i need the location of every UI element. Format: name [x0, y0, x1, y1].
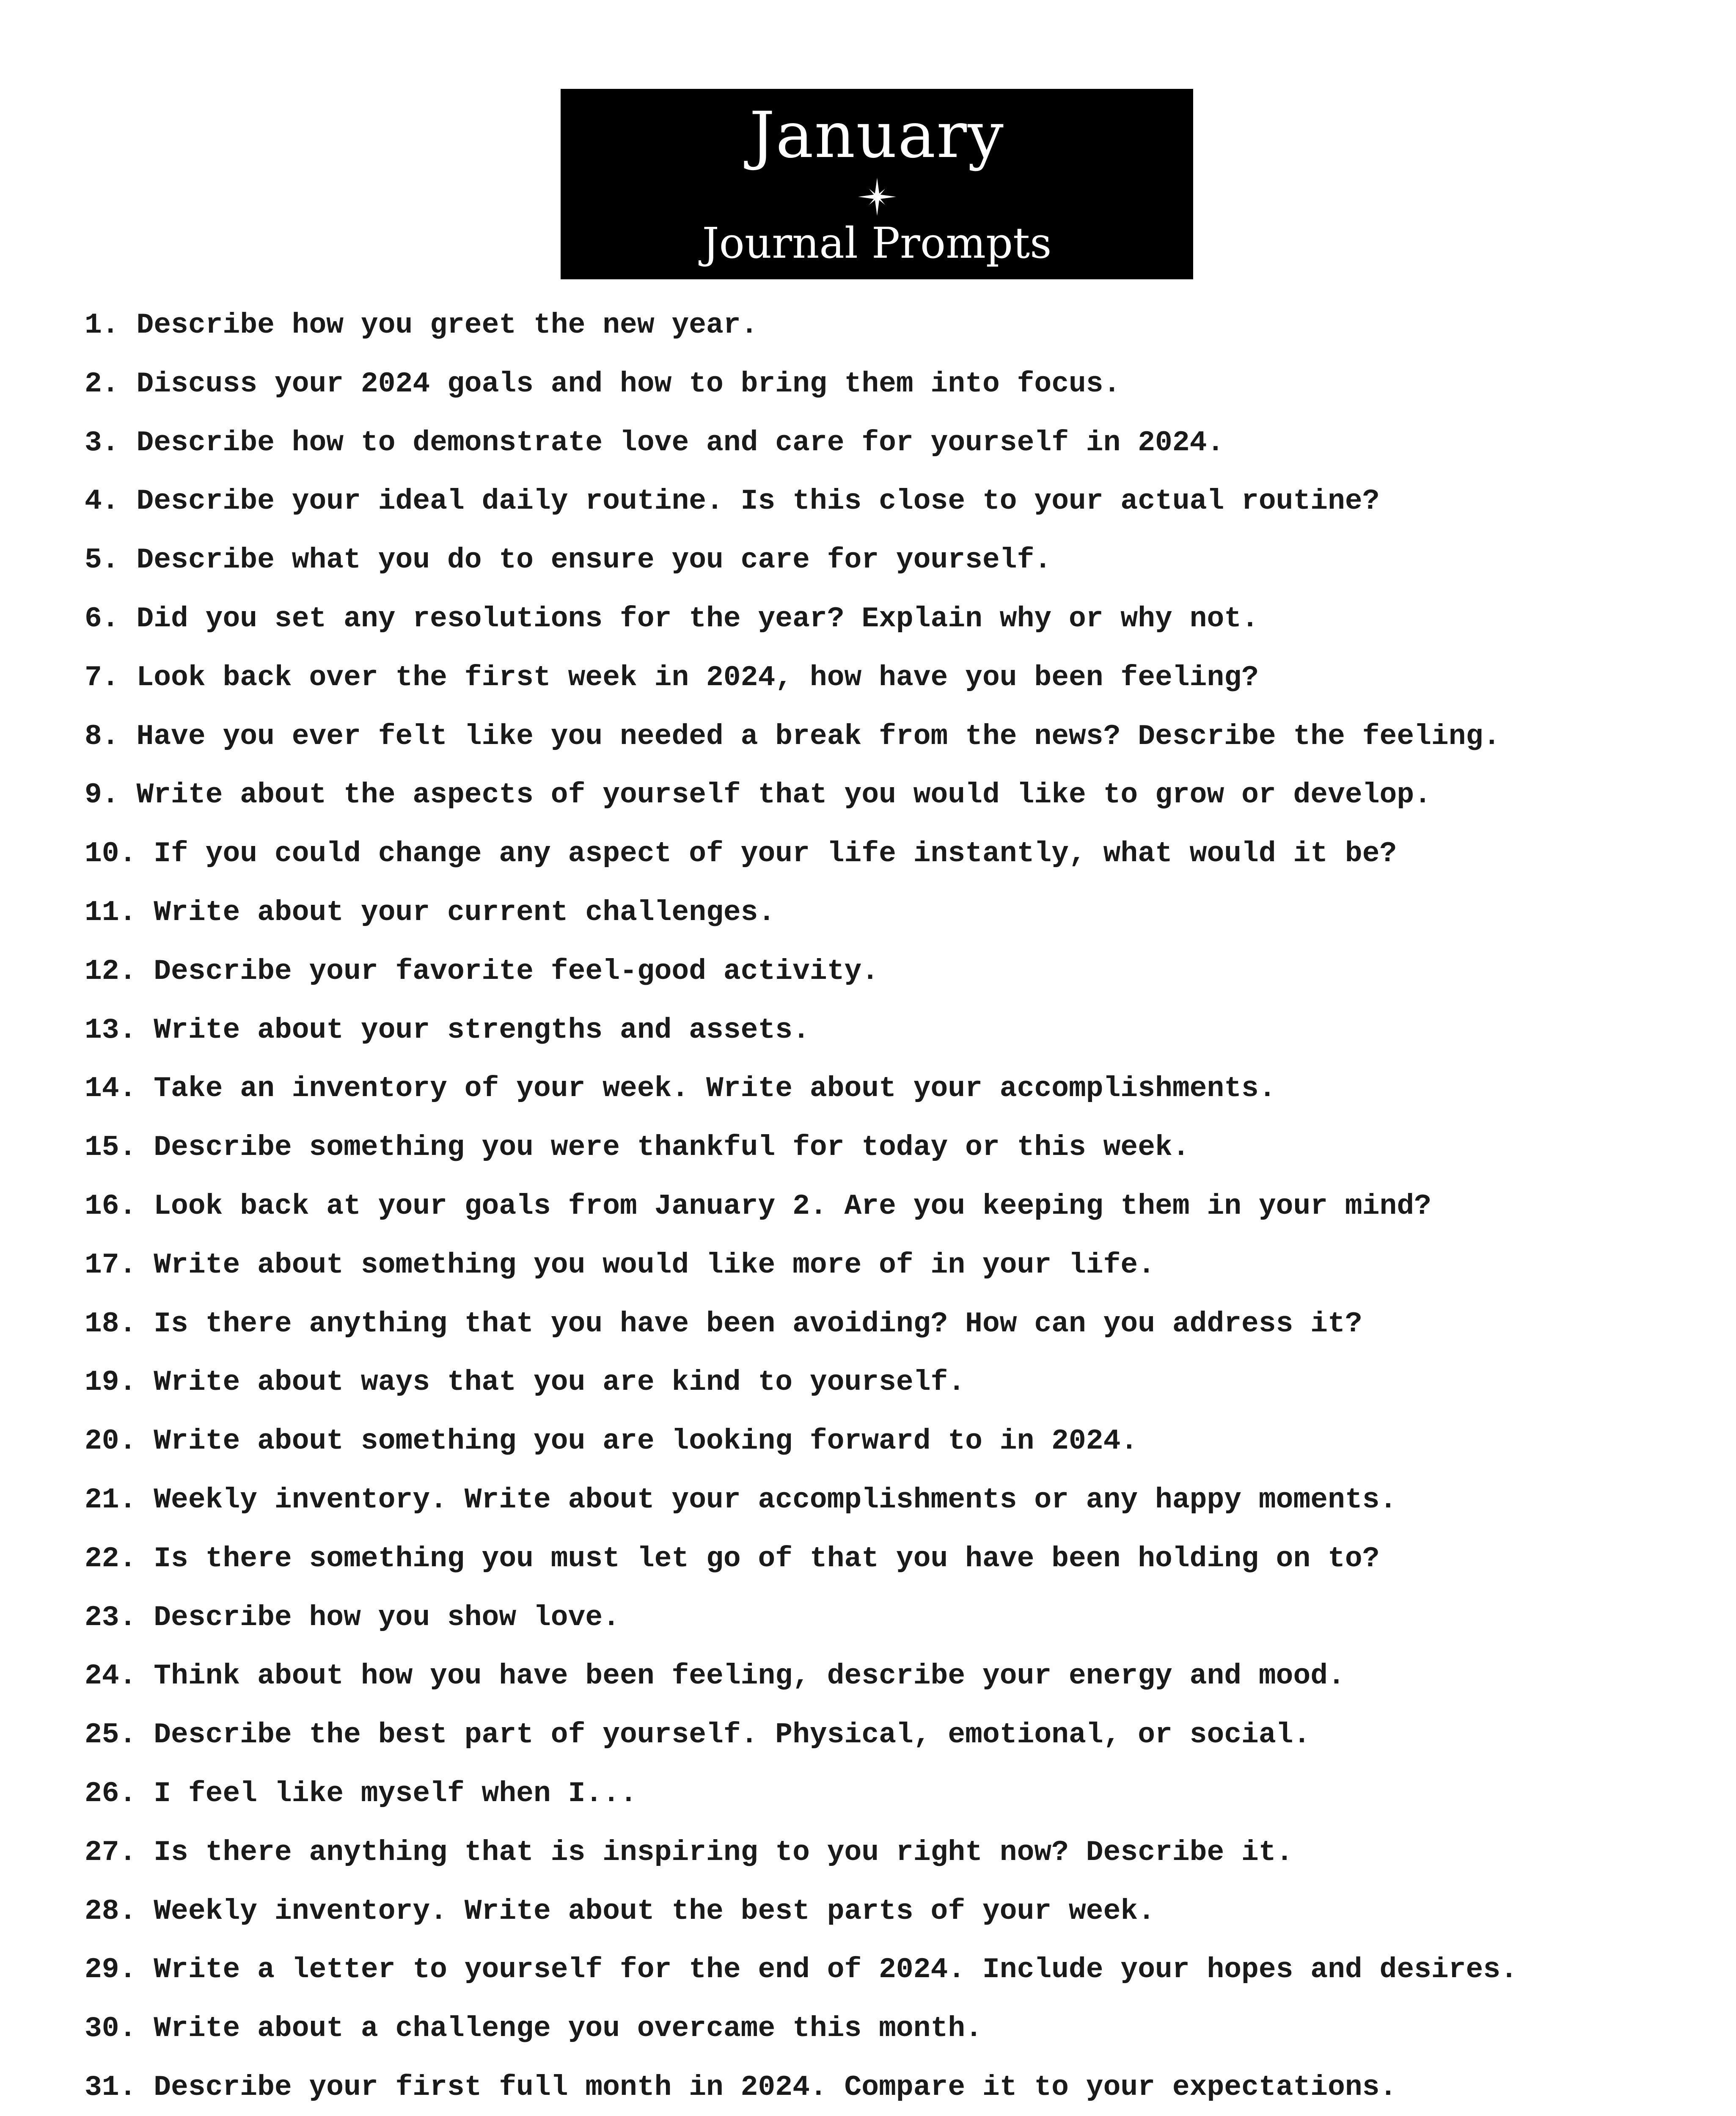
prompt-list [85, 296, 1608, 2116]
prompt-item [85, 825, 1608, 884]
title-banner [561, 89, 1193, 279]
prompt-text: Describe your favorite feel-good activity. [154, 955, 879, 988]
prompt-text: Write about something you are looking forward to in 2024. [154, 1425, 1138, 1458]
prompt-number: 29. [85, 1953, 137, 1987]
prompt-text: Describe how you greet the new year. [136, 309, 758, 342]
prompt-number: 19. [85, 1366, 137, 1399]
prompt-text: Take an inventory of your week. Write about your accomplishments. [154, 1072, 1276, 1105]
prompt-text: Is there anything that you have been avoiding? How can you address it? [154, 1307, 1362, 1340]
prompt-text: Look back over the first week in 2024, how have you been feeling? [136, 661, 1259, 694]
prompt-item [85, 1353, 1608, 1412]
prompt-text: Think about how you have been feeling, describe your energy and mood. [154, 1660, 1345, 1693]
prompt-number: 5. [85, 544, 119, 577]
prompt-text: Did you set any resolutions for the year? Explain why or why not. [136, 602, 1259, 635]
prompt-number: 12. [85, 955, 137, 988]
prompt-item [85, 1295, 1608, 1354]
prompt-item [85, 1177, 1608, 1236]
prompt-number: 11. [85, 896, 137, 929]
prompt-number: 28. [85, 1895, 137, 1928]
prompt-text: Describe how to demonstrate love and care for yourself in 2024. [136, 426, 1224, 459]
prompt-number: 25. [85, 1719, 137, 1752]
prompt-item [85, 2000, 1608, 2058]
prompt-number: 16. [85, 1190, 137, 1223]
prompt-number: 31. [85, 2071, 137, 2104]
prompt-item [85, 590, 1608, 649]
prompt-text: Describe your first full month in 2024. Compare it to your expectations. [154, 2071, 1397, 2104]
prompt-item [85, 1647, 1608, 1706]
prompt-number: 20. [85, 1425, 137, 1458]
prompt-text: Write about your current challenges. [154, 896, 776, 929]
prompt-number: 15. [85, 1131, 137, 1164]
prompt-item [85, 414, 1608, 473]
prompt-number: 14. [85, 1072, 137, 1105]
prompt-number: 6. [85, 602, 119, 635]
prompt-number: 9. [85, 779, 119, 812]
page-subtitle: Journal Prompts [702, 218, 1052, 268]
prompt-number: 10. [85, 838, 137, 871]
sparkle-icon [858, 178, 896, 216]
prompt-item [85, 1001, 1608, 1060]
prompt-item [85, 1941, 1608, 2000]
prompt-number: 3. [85, 426, 119, 459]
prompt-text: Is there anything that is inspiring to you right now? Describe it. [154, 1836, 1293, 1869]
prompt-text: Look back at your goals from January 2. Are you keeping them in your mind? [154, 1190, 1431, 1223]
prompt-text: Write about something you would like more of in your life. [154, 1248, 1155, 1281]
prompt-item [85, 649, 1608, 708]
prompt-item [85, 1412, 1608, 1471]
prompt-item [85, 1882, 1608, 1941]
prompt-number: 2. [85, 367, 119, 400]
prompt-number: 13. [85, 1014, 137, 1047]
prompt-number: 30. [85, 2012, 137, 2045]
prompt-text: Weekly inventory. Write about your accomplishments or any happy moments. [154, 1483, 1397, 1516]
prompt-item [85, 472, 1608, 531]
prompt-text: Write about ways that you are kind to yourself. [154, 1366, 966, 1399]
prompt-number: 7. [85, 661, 119, 694]
prompt-text: Write a letter to yourself for the end of 2024. Include your hopes and desires. [154, 1953, 1518, 1987]
prompt-number: 8. [85, 720, 119, 753]
prompt-number: 27. [85, 1836, 137, 1869]
prompt-number: 17. [85, 1248, 137, 1281]
prompt-text: Describe your ideal daily routine. Is this close to your actual routine? [136, 485, 1380, 518]
prompt-number: 21. [85, 1483, 137, 1516]
prompt-item [85, 1236, 1608, 1295]
prompt-item [85, 1119, 1608, 1177]
prompt-item [85, 1060, 1608, 1119]
prompt-item [85, 708, 1608, 766]
prompt-text: Describe something you were thankful for today or this week. [154, 1131, 1190, 1164]
prompt-item [85, 1765, 1608, 1824]
prompt-number: 4. [85, 485, 119, 518]
prompt-number: 22. [85, 1542, 137, 1575]
prompt-item [85, 1824, 1608, 1882]
prompt-number: 23. [85, 1601, 137, 1634]
page-title: January [749, 99, 1004, 172]
prompt-number: 18. [85, 1307, 137, 1340]
prompt-text: Describe the best part of yourself. Physical, emotional, or social. [154, 1719, 1311, 1752]
prompt-text: Write about the aspects of yourself that you would like to grow or develop. [136, 779, 1431, 812]
prompt-item [85, 942, 1608, 1001]
prompt-text: Is there something you must let go of that you have been holding on to? [154, 1542, 1380, 1575]
prompt-text: Write about your strengths and assets. [154, 1014, 810, 1047]
prompt-item [85, 2058, 1608, 2116]
prompt-text: Describe how you show love. [154, 1601, 620, 1634]
prompt-item [85, 1589, 1608, 1648]
prompt-text: Weekly inventory. Write about the best parts of your week. [154, 1895, 1155, 1928]
prompt-item [85, 531, 1608, 590]
prompt-item [85, 884, 1608, 942]
prompt-number: 1. [85, 309, 119, 342]
prompt-item [85, 355, 1608, 414]
prompt-item [85, 1706, 1608, 1765]
prompt-item [85, 766, 1608, 825]
prompt-text: I feel like myself when I... [154, 1777, 637, 1810]
prompt-text: Write about a challenge you overcame this month. [154, 2012, 982, 2045]
prompt-text: Discuss your 2024 goals and how to bring them into focus. [136, 367, 1121, 400]
prompt-item [85, 1471, 1608, 1530]
prompt-text: Have you ever felt like you needed a break from the news? Describe the feeling. [136, 720, 1501, 753]
prompt-text: Describe what you do to ensure you care for yourself. [136, 544, 1052, 577]
prompt-number: 26. [85, 1777, 137, 1810]
prompt-text: If you could change any aspect of your life instantly, what would it be? [154, 838, 1397, 871]
prompt-item [85, 1530, 1608, 1589]
prompt-number: 24. [85, 1660, 137, 1693]
prompt-item [85, 296, 1608, 355]
